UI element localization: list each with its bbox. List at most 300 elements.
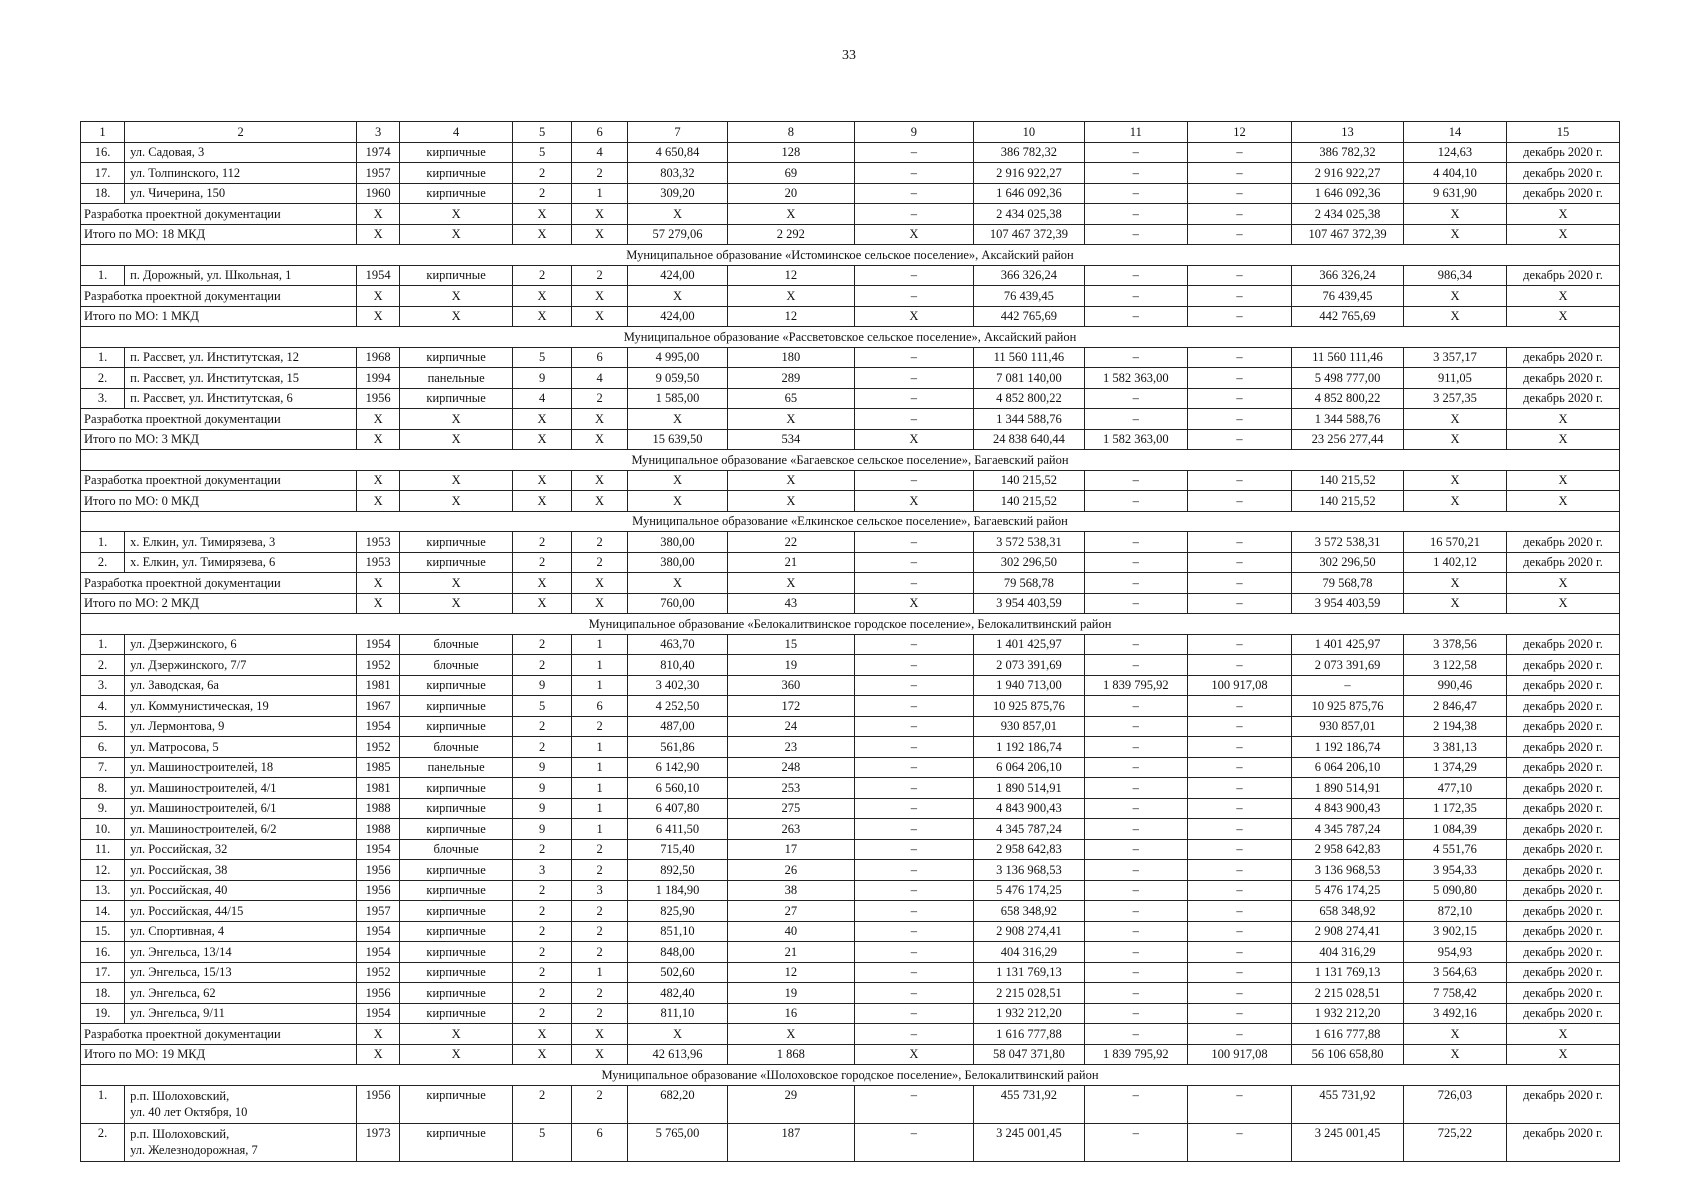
table-cell: – <box>1187 737 1291 758</box>
table-row <box>81 778 1620 799</box>
table-cell: 1 932 212,20 <box>1292 1003 1404 1024</box>
table-cell: 386 782,32 <box>974 142 1085 163</box>
table-cell: X <box>628 1024 728 1045</box>
table-cell: декабрь 2020 г. <box>1507 839 1620 860</box>
table-cell: X <box>357 470 400 491</box>
table-cell: – <box>1084 204 1187 225</box>
table-cell: 15 <box>727 634 854 655</box>
table-cell: 302 296,50 <box>974 552 1085 573</box>
table-cell: 38 <box>727 880 854 901</box>
table-cell: 1 <box>572 675 628 696</box>
table-cell: 1 <box>572 183 628 204</box>
summary-row <box>81 573 1620 594</box>
table-row <box>81 880 1620 901</box>
table-cell: – <box>1187 757 1291 778</box>
table-cell: 3. <box>81 388 125 409</box>
table-cell: 2 <box>513 921 572 942</box>
table-cell: 1 582 363,00 <box>1084 429 1187 450</box>
table-cell: 107 467 372,39 <box>1292 224 1404 245</box>
table-cell: X <box>513 593 572 614</box>
municipality-header-row <box>81 614 1620 635</box>
table-row <box>81 1003 1620 1024</box>
table-cell: 2 073 391,69 <box>974 655 1085 676</box>
table-cell: 180 <box>727 347 854 368</box>
address-cell: х. Елкин, ул. Тимирязева, 3 <box>125 532 357 553</box>
table-cell: – <box>854 1024 973 1045</box>
table-cell: 2 <box>572 1085 628 1123</box>
table-cell: декабрь 2020 г. <box>1507 183 1620 204</box>
table-row <box>81 962 1620 983</box>
table-cell: 990,46 <box>1403 675 1506 696</box>
table-cell: 1. <box>81 1085 125 1123</box>
municipality-title: Муниципальное образование «Багаевское сельское поселение», Багаевский район <box>81 450 1620 471</box>
table-cell: X <box>1507 1024 1620 1045</box>
table-cell: 29 <box>727 1085 854 1123</box>
table-cell: 2 <box>572 839 628 860</box>
summary-label: Итого по МО: 3 МКД <box>81 429 357 450</box>
table-cell: 2 215 028,51 <box>1292 983 1404 1004</box>
table-cell: – <box>1084 142 1187 163</box>
table-cell: кирпичные <box>400 552 513 573</box>
table-cell: блочные <box>400 839 513 860</box>
summary-row <box>81 224 1620 245</box>
table-cell: кирпичные <box>400 860 513 881</box>
table-cell: – <box>1084 819 1187 840</box>
table-cell: кирпичные <box>400 142 513 163</box>
table-cell: X <box>400 573 513 594</box>
table-cell: – <box>1084 655 1187 676</box>
table-cell: 1954 <box>357 634 400 655</box>
table-cell: X <box>357 573 400 594</box>
table-cell: – <box>1084 962 1187 983</box>
municipality-title: Муниципальное образование «Елкинское сельское поселение», Багаевский район <box>81 511 1620 532</box>
table-cell: 366 326,24 <box>974 265 1085 286</box>
table-cell: 2. <box>81 1123 125 1161</box>
table-cell: – <box>1187 1085 1291 1123</box>
table-cell: 2 <box>513 1003 572 1024</box>
table-cell: кирпичные <box>400 798 513 819</box>
table-cell: 16 570,21 <box>1403 532 1506 553</box>
table-cell: кирпичные <box>400 962 513 983</box>
address-cell: ул. Машиностроителей, 18 <box>125 757 357 778</box>
column-number: 6 <box>572 122 628 143</box>
column-number: 9 <box>854 122 973 143</box>
table-cell: 9 <box>513 819 572 840</box>
table-cell: – <box>854 532 973 553</box>
table-cell: – <box>1187 983 1291 1004</box>
table-cell: X <box>572 429 628 450</box>
table-cell: – <box>1084 983 1187 1004</box>
table-cell: X <box>400 286 513 307</box>
address-cell: ул. Заводская, 6а <box>125 675 357 696</box>
table-cell: 1 582 363,00 <box>1084 368 1187 389</box>
table-cell: – <box>1187 532 1291 553</box>
table-row <box>81 368 1620 389</box>
table-cell: 4 <box>513 388 572 409</box>
summary-label: Разработка проектной документации <box>81 204 357 225</box>
table-cell: – <box>1187 1024 1291 1045</box>
address-cell: п. Рассвет, ул. Институтская, 12 <box>125 347 357 368</box>
table-cell: 5 476 174,25 <box>974 880 1085 901</box>
table-cell: декабрь 2020 г. <box>1507 675 1620 696</box>
table-cell: 3 564,63 <box>1403 962 1506 983</box>
table-cell: декабрь 2020 г. <box>1507 942 1620 963</box>
table-cell: – <box>1084 593 1187 614</box>
table-cell: 4 843 900,43 <box>974 798 1085 819</box>
table-cell: 5 765,00 <box>628 1123 728 1161</box>
table-cell: – <box>1084 901 1187 922</box>
table-cell: 3 257,35 <box>1403 388 1506 409</box>
table-row <box>81 798 1620 819</box>
table-cell: – <box>1187 388 1291 409</box>
table-cell: 1952 <box>357 962 400 983</box>
table-cell: 4 551,76 <box>1403 839 1506 860</box>
column-number: 7 <box>628 122 728 143</box>
table-cell: 442 765,69 <box>974 306 1085 327</box>
address-cell: ул. Российская, 32 <box>125 839 357 860</box>
table-cell: декабрь 2020 г. <box>1507 860 1620 881</box>
table-cell: 2 <box>572 942 628 963</box>
table-cell: X <box>357 1044 400 1065</box>
table-cell: 289 <box>727 368 854 389</box>
table-cell: 7. <box>81 757 125 778</box>
table-cell: X <box>1507 286 1620 307</box>
table-cell: X <box>1403 204 1506 225</box>
table-cell: X <box>854 1044 973 1065</box>
table-cell: 2 215 028,51 <box>974 983 1085 1004</box>
table-cell: – <box>1084 491 1187 512</box>
table-cell: 2 434 025,38 <box>974 204 1085 225</box>
table-cell: X <box>513 1024 572 1045</box>
table-cell: 4 <box>572 368 628 389</box>
column-number: 14 <box>1403 122 1506 143</box>
address-cell: ул. Дзержинского, 6 <box>125 634 357 655</box>
table-cell: 6 411,50 <box>628 819 728 840</box>
table-cell: – <box>854 675 973 696</box>
table-cell: X <box>513 491 572 512</box>
table-cell: 1985 <box>357 757 400 778</box>
table-cell: X <box>357 306 400 327</box>
table-cell: 17. <box>81 163 125 184</box>
table-cell: 1957 <box>357 163 400 184</box>
table-cell: X <box>727 470 854 491</box>
table-cell: – <box>1187 839 1291 860</box>
table-cell: 715,40 <box>628 839 728 860</box>
table-cell: X <box>854 306 973 327</box>
table-cell: 6 142,90 <box>628 757 728 778</box>
table-cell: 4 995,00 <box>628 347 728 368</box>
address-cell: ул. Энгельса, 9/11 <box>125 1003 357 1024</box>
table-cell: 725,22 <box>1403 1123 1506 1161</box>
table-cell: X <box>513 224 572 245</box>
table-cell: 309,20 <box>628 183 728 204</box>
table-row <box>81 347 1620 368</box>
table-cell: – <box>854 163 973 184</box>
table-cell: 19 <box>727 983 854 1004</box>
table-cell: – <box>1187 860 1291 881</box>
address-cell: ул. Машиностроителей, 6/1 <box>125 798 357 819</box>
table-cell: 2 <box>572 552 628 573</box>
table-cell: – <box>1187 716 1291 737</box>
address-cell: ул. Российская, 40 <box>125 880 357 901</box>
table-cell: 4 345 787,24 <box>1292 819 1404 840</box>
table-cell: X <box>628 491 728 512</box>
column-number: 4 <box>400 122 513 143</box>
table-cell: X <box>1403 1044 1506 1065</box>
table-cell: – <box>1084 573 1187 594</box>
table-cell: 124,63 <box>1403 142 1506 163</box>
table-cell: 424,00 <box>628 265 728 286</box>
address-cell: ул. Спортивная, 4 <box>125 921 357 942</box>
table-cell: 12 <box>727 962 854 983</box>
table-cell: 2 916 922,27 <box>1292 163 1404 184</box>
table-cell: кирпичные <box>400 778 513 799</box>
table-cell: 1 401 425,97 <box>974 634 1085 655</box>
table-cell: 2 <box>513 532 572 553</box>
table-cell: 2. <box>81 655 125 676</box>
table-cell: 2 <box>513 552 572 573</box>
table-cell: 140 215,52 <box>974 491 1085 512</box>
table-cell: X <box>400 593 513 614</box>
table-cell: 3 492,16 <box>1403 1003 1506 1024</box>
table-cell: X <box>400 470 513 491</box>
table-cell: декабрь 2020 г. <box>1507 716 1620 737</box>
table-cell: 17. <box>81 962 125 983</box>
table-cell: 911,05 <box>1403 368 1506 389</box>
table-cell: 16. <box>81 942 125 963</box>
table-cell: декабрь 2020 г. <box>1507 388 1620 409</box>
table-cell: 463,70 <box>628 634 728 655</box>
table-cell: 16 <box>727 1003 854 1024</box>
summary-row <box>81 286 1620 307</box>
table-cell: – <box>854 634 973 655</box>
table-cell: блочные <box>400 737 513 758</box>
column-number: 3 <box>357 122 400 143</box>
address-cell: ул. Машиностроителей, 4/1 <box>125 778 357 799</box>
table-cell: кирпичные <box>400 163 513 184</box>
table-cell: – <box>1187 634 1291 655</box>
table-cell: 658 348,92 <box>1292 901 1404 922</box>
table-cell: панельные <box>400 368 513 389</box>
table-cell: 3. <box>81 675 125 696</box>
table-cell: 760,00 <box>628 593 728 614</box>
table-cell: декабрь 2020 г. <box>1507 696 1620 717</box>
table-cell: 79 568,78 <box>1292 573 1404 594</box>
table-cell: X <box>727 1024 854 1045</box>
table-cell: 2 <box>572 983 628 1004</box>
table-cell: 21 <box>727 942 854 963</box>
municipality-header-row <box>81 511 1620 532</box>
table-cell: 10. <box>81 819 125 840</box>
table-cell: – <box>854 347 973 368</box>
table-cell: декабрь 2020 г. <box>1507 634 1620 655</box>
table-cell: 6 <box>572 696 628 717</box>
table-cell: X <box>1403 1024 1506 1045</box>
table-cell: 6. <box>81 737 125 758</box>
table-cell: – <box>1187 265 1291 286</box>
table-cell: – <box>854 204 973 225</box>
table-cell: – <box>1084 1024 1187 1045</box>
table-cell: 366 326,24 <box>1292 265 1404 286</box>
table-cell: 1954 <box>357 942 400 963</box>
table-cell: – <box>854 942 973 963</box>
table-cell: – <box>1187 798 1291 819</box>
table-cell: 4 404,10 <box>1403 163 1506 184</box>
table-cell: 2 908 274,41 <box>974 921 1085 942</box>
table-cell: – <box>1084 778 1187 799</box>
table-cell: X <box>1403 429 1506 450</box>
table-cell: – <box>854 737 973 758</box>
table-cell: X <box>854 429 973 450</box>
column-number: 8 <box>727 122 854 143</box>
table-cell: – <box>854 183 973 204</box>
table-cell: 69 <box>727 163 854 184</box>
table-cell: 658 348,92 <box>974 901 1085 922</box>
table-cell: 20 <box>727 183 854 204</box>
table-cell: 4 843 900,43 <box>1292 798 1404 819</box>
table-cell: панельные <box>400 757 513 778</box>
table-row <box>81 983 1620 1004</box>
table-cell: 11. <box>81 839 125 860</box>
table-cell: X <box>572 1044 628 1065</box>
table-cell: 65 <box>727 388 854 409</box>
table-cell: – <box>1084 286 1187 307</box>
table-cell: 1 344 588,76 <box>1292 409 1404 430</box>
table-cell: – <box>854 368 973 389</box>
table-cell: – <box>1084 306 1187 327</box>
table-cell: 1 192 186,74 <box>1292 737 1404 758</box>
table-cell: X <box>513 204 572 225</box>
table-cell: 442 765,69 <box>1292 306 1404 327</box>
table-cell: X <box>513 306 572 327</box>
table-cell: 1 616 777,88 <box>1292 1024 1404 1045</box>
summary-label: Разработка проектной документации <box>81 573 357 594</box>
table-cell: 1 839 795,92 <box>1084 1044 1187 1065</box>
municipality-title: Муниципальное образование «Шолоховское городское поселение», Белокалитвинский район <box>81 1065 1620 1086</box>
table-cell: 21 <box>727 552 854 573</box>
summary-row <box>81 1024 1620 1045</box>
table-cell: 22 <box>727 532 854 553</box>
table-cell: – <box>854 839 973 860</box>
summary-label: Разработка проектной документации <box>81 286 357 307</box>
table-cell: 4 852 800,22 <box>1292 388 1404 409</box>
municipality-title: Муниципальное образование «Истоминское сельское поселение», Аксайский район <box>81 245 1620 266</box>
table-cell: 172 <box>727 696 854 717</box>
table-cell: – <box>854 696 973 717</box>
table-cell: 2 <box>513 962 572 983</box>
table-cell: – <box>854 819 973 840</box>
table-cell: – <box>854 573 973 594</box>
table-row <box>81 901 1620 922</box>
table-cell: 3 402,30 <box>628 675 728 696</box>
table-cell: декабрь 2020 г. <box>1507 265 1620 286</box>
table-cell: 5 <box>513 1123 572 1161</box>
table-cell: – <box>1187 470 1291 491</box>
table-cell: 5 <box>513 142 572 163</box>
table-cell: 140 215,52 <box>1292 470 1404 491</box>
table-cell: 2 <box>572 388 628 409</box>
table-cell: X <box>400 1024 513 1045</box>
municipality-header-row <box>81 327 1620 348</box>
table-cell: 455 731,92 <box>974 1085 1085 1123</box>
table-cell: декабрь 2020 г. <box>1507 552 1620 573</box>
table-cell: кирпичные <box>400 183 513 204</box>
table-cell: 5. <box>81 716 125 737</box>
table-cell: 380,00 <box>628 532 728 553</box>
table-cell: 6 <box>572 347 628 368</box>
table-row <box>81 757 1620 778</box>
table-cell: 1956 <box>357 1085 400 1123</box>
table-cell: 27 <box>727 901 854 922</box>
table-cell: 1954 <box>357 716 400 737</box>
table-cell: 5 <box>513 347 572 368</box>
table-cell: – <box>854 286 973 307</box>
address-cell: ул. Российская, 38 <box>125 860 357 881</box>
table-cell: 6 <box>572 1123 628 1161</box>
address-cell: ул. Машиностроителей, 6/2 <box>125 819 357 840</box>
table-cell: – <box>1084 1003 1187 1024</box>
table-cell: 1 890 514,91 <box>974 778 1085 799</box>
address-cell: ул. Лермонтова, 9 <box>125 716 357 737</box>
table-cell: X <box>513 409 572 430</box>
table-cell: – <box>1187 901 1291 922</box>
address-cell: п. Рассвет, ул. Институтская, 15 <box>125 368 357 389</box>
table-row <box>81 860 1620 881</box>
table-cell: – <box>854 983 973 1004</box>
table-cell: 302 296,50 <box>1292 552 1404 573</box>
address-cell: ул. Энгельса, 62 <box>125 983 357 1004</box>
table-row <box>81 1085 1620 1123</box>
address-cell: ул. Энгельса, 13/14 <box>125 942 357 963</box>
table-cell: блочные <box>400 634 513 655</box>
table-cell: 10 925 875,76 <box>974 696 1085 717</box>
table-cell: декабрь 2020 г. <box>1507 368 1620 389</box>
table-cell: – <box>1187 204 1291 225</box>
table-cell: 1. <box>81 347 125 368</box>
table-cell: – <box>854 880 973 901</box>
table-cell: 6 407,80 <box>628 798 728 819</box>
table-cell: 1 940 713,00 <box>974 675 1085 696</box>
table-cell: 18. <box>81 183 125 204</box>
address-cell: ул. Дзержинского, 7/7 <box>125 655 357 676</box>
table-cell: 2 <box>513 265 572 286</box>
table-cell: X <box>628 204 728 225</box>
table-cell: X <box>1403 224 1506 245</box>
address-cell: ул. Энгельса, 15/13 <box>125 962 357 983</box>
table-cell: 3 381,13 <box>1403 737 1506 758</box>
table-cell: 2. <box>81 368 125 389</box>
table-cell: 9 631,90 <box>1403 183 1506 204</box>
table-cell: декабрь 2020 г. <box>1507 532 1620 553</box>
table-cell: 424,00 <box>628 306 728 327</box>
table-cell: 930 857,01 <box>974 716 1085 737</box>
address-cell: п. Рассвет, ул. Институтская, 6 <box>125 388 357 409</box>
table-cell: – <box>1187 429 1291 450</box>
table-cell: 2 <box>513 737 572 758</box>
table-cell: 4 <box>572 142 628 163</box>
table-cell: декабрь 2020 г. <box>1507 1123 1620 1161</box>
table-cell: кирпичные <box>400 880 513 901</box>
table-cell: – <box>1084 409 1187 430</box>
table-cell: 1974 <box>357 142 400 163</box>
table-cell: X <box>400 224 513 245</box>
summary-row <box>81 409 1620 430</box>
table-cell: 3 <box>572 880 628 901</box>
table-cell: 1952 <box>357 655 400 676</box>
summary-label: Итого по МО: 19 МКД <box>81 1044 357 1065</box>
summary-row <box>81 470 1620 491</box>
table-cell: 76 439,45 <box>974 286 1085 307</box>
